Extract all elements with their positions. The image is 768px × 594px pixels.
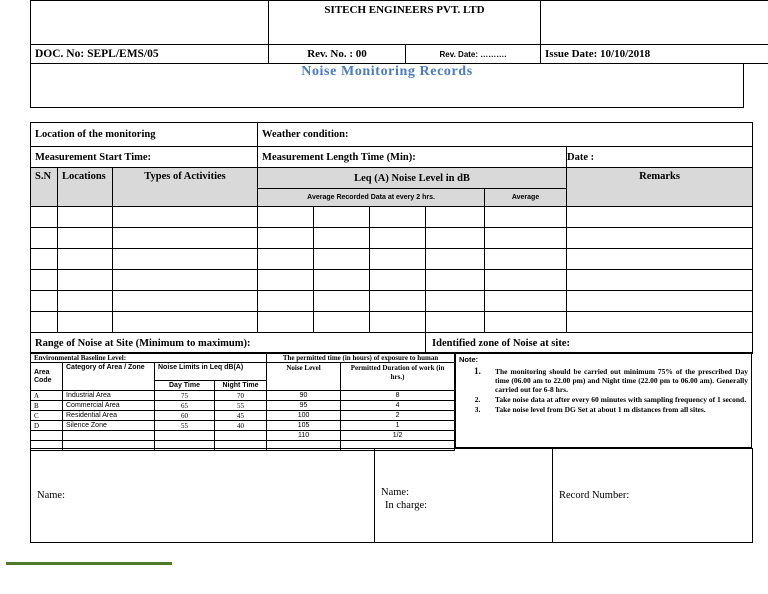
notes-label: Note: [459,355,479,364]
sub-avg-recorded: Average Recorded Data at every 2 hrs. [258,189,485,207]
notes-box [455,352,752,448]
col-activities: Types of Activities [113,168,258,207]
table-row: B Commercial Area 65 55 95 4 [31,401,455,411]
table-row: A Industrial Area 75 70 90 8 [31,391,455,401]
col-sn: S.N [31,168,58,207]
table-row [31,291,753,312]
table-row [31,207,753,228]
rev-number: Rev. No. : 00 [269,45,406,64]
page-title: Noise Monitoring Records [301,64,473,79]
sub-average: Average [485,189,567,207]
rev-date: Rev. Date: ………. [406,45,541,64]
col-leq: Leq (A) Noise Level in dB [258,168,567,189]
doc-number: DOC. No: SEPL/EMS/05 [31,45,269,64]
list-item: 1. The monitoring should be carried out minimum 75% of the prescribed Day time (06.00 am to 22.00 pm) and Night time (22.00 pm to 06.00 am). Generally carried out for 6-8 hrs. [474,366,748,394]
table-row: 110 1/2 [31,431,455,441]
signature-table [30,448,753,543]
noise-range-label: Range of Noise at Site (Minimum to maximum): [31,333,426,354]
start-time-label: Measurement Start Time: [31,147,258,168]
col-remarks: Remarks [567,168,753,207]
col-night-time: Night Time [215,381,267,391]
list-item: 3. Take noise level from DG Set at about 1 m distances from all sites. [474,405,706,414]
table-row [31,228,753,249]
footer-rule [6,562,172,565]
noise-zone-label: Identified zone of Noise at site: [426,333,753,354]
col-category: Category of Area / Zone [63,363,155,391]
col-noise-limits: Noise Limits in Leq dB(A) [155,363,267,381]
notes-list [460,367,748,415]
table-row: C Residential Area 60 45 100 2 [31,411,455,421]
table-row: D Silence Zone 55 40 105 1 [31,421,455,431]
permitted-title: The permitted time (in hours) of exposure to human [267,353,455,363]
col-duration: Permitted Duration of work (in hrs.) [341,363,455,391]
baseline-title: Environmental Baseline Level: [31,353,267,363]
date-label: Date : [567,147,753,168]
list-item: 2. Take noise data at after every 60 minutes with sampling frequency of 1 second. [474,395,747,404]
table-row [31,312,753,333]
location-label: Location of the monitoring [31,123,258,147]
col-locations: Locations [58,168,113,207]
table-row [31,270,753,291]
record-number-field[interactable]: Record Number: [553,449,753,543]
col-day-time: Day Time [155,381,215,391]
weather-label: Weather condition: [258,123,753,147]
table-row [31,249,753,270]
company-name: SITECH ENGINEERS PVT. LTD [269,1,541,45]
incharge-field[interactable]: Name: In charge: [375,449,553,543]
monitoring-record-table [30,122,753,354]
name-field[interactable]: Name: [31,449,375,543]
issue-date: Issue Date: 10/10/2018 [541,45,768,64]
title-box [30,63,744,108]
baseline-table [30,352,455,451]
length-time-label: Measurement Length Time (Min): [258,147,567,168]
col-area-code: Area Code [31,363,63,391]
col-noise-level: Noise Level [267,363,341,391]
document-header [30,0,768,64]
